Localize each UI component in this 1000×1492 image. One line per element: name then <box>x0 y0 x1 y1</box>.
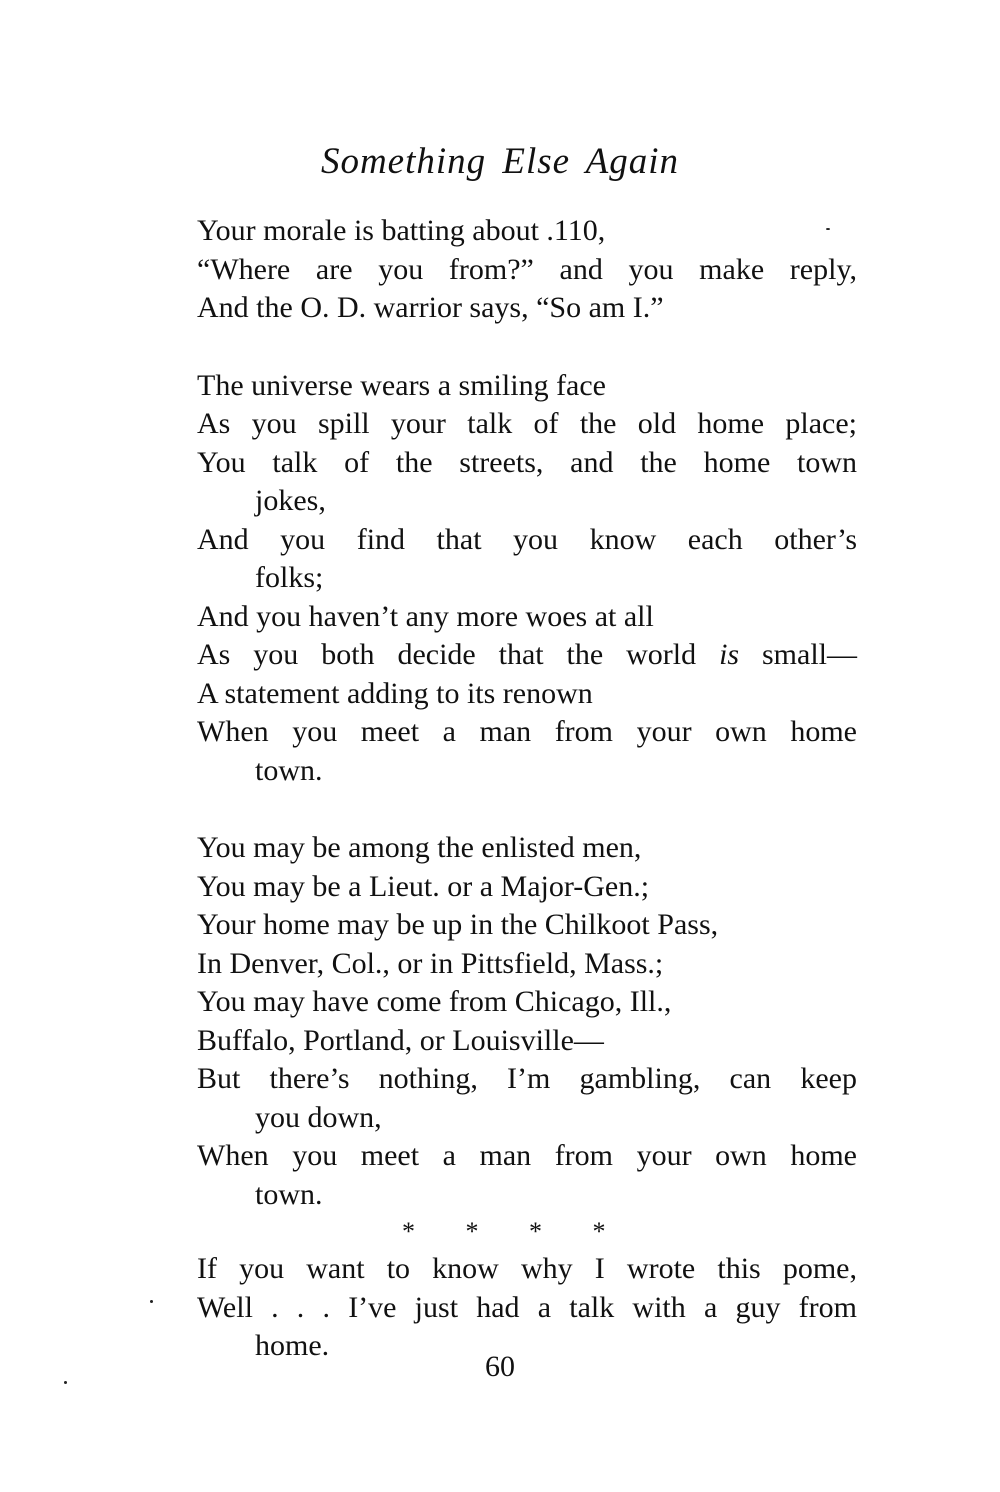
poem-line: You may have come from Chicago, Ill., <box>197 985 672 1018</box>
poem-line: When you meet a man from your own home <box>197 1139 857 1172</box>
poem-line: A statement adding to its renown <box>197 676 593 710</box>
poem-line-continuation: town. <box>255 753 323 787</box>
poem-line: And the O. D. warrior says, “So am I.” <box>197 291 664 324</box>
poem-line: In Denver, Col., or in Pittsfield, Mass.; <box>197 946 664 980</box>
poem-line: And you find that you know each other’s <box>197 522 857 556</box>
scan-speck <box>826 228 830 230</box>
stanza-gap <box>197 790 857 829</box>
stanza <box>197 829 857 1214</box>
poem-line: Your home may be up in the Chilkoot Pass, <box>197 908 719 941</box>
poem-line: As you spill your talk of the old home place; <box>197 407 857 440</box>
poem-line-continuation: jokes, <box>255 484 326 517</box>
page-number: 60 <box>485 1350 515 1383</box>
scan-speck <box>150 1300 153 1303</box>
poem-line-continuation: home. <box>255 1329 330 1362</box>
poem-line: If you want to know why I wrote this pome, <box>197 1252 857 1285</box>
running-head: Something Else Again <box>320 141 680 182</box>
stanza-gap <box>197 328 857 367</box>
poem-line: You may be a Lieut. or a Major-Gen.; <box>197 869 650 903</box>
coda-stanza <box>197 1250 857 1366</box>
poem-line: And you haven’t any more woes at all <box>197 599 654 633</box>
poem-line: Your morale is batting about .110, <box>197 214 606 247</box>
section-separator: * * * * <box>402 1217 606 1246</box>
poem-line-continuation: folks; <box>255 561 324 594</box>
poem-line: As you both decide that the world is small— <box>197 638 857 671</box>
poem-line: Buffalo, Portland, or Louisville— <box>197 1023 604 1057</box>
poem-line: You may be among the enlisted men, <box>197 831 642 864</box>
poem-line: You talk of the streets, and the home town <box>197 445 857 479</box>
poem-line: But there’s nothing, I’m gambling, can keep <box>197 1062 857 1095</box>
stanza <box>197 212 857 328</box>
poem-line-continuation: town. <box>255 1177 323 1211</box>
poem-line: The universe wears a smiling face <box>197 368 606 402</box>
stanza <box>197 367 857 791</box>
poem-line: “Where are you from?” and you make reply, <box>197 252 857 286</box>
poem-line: Well . . . I’ve just had a talk with a guy from <box>197 1290 857 1324</box>
poem-line: When you meet a man from your own home <box>197 715 857 748</box>
poem-line-continuation: you down, <box>255 1100 382 1134</box>
emphasis: is <box>719 638 740 671</box>
scan-speck <box>64 1381 67 1384</box>
poem-body <box>197 212 857 1366</box>
